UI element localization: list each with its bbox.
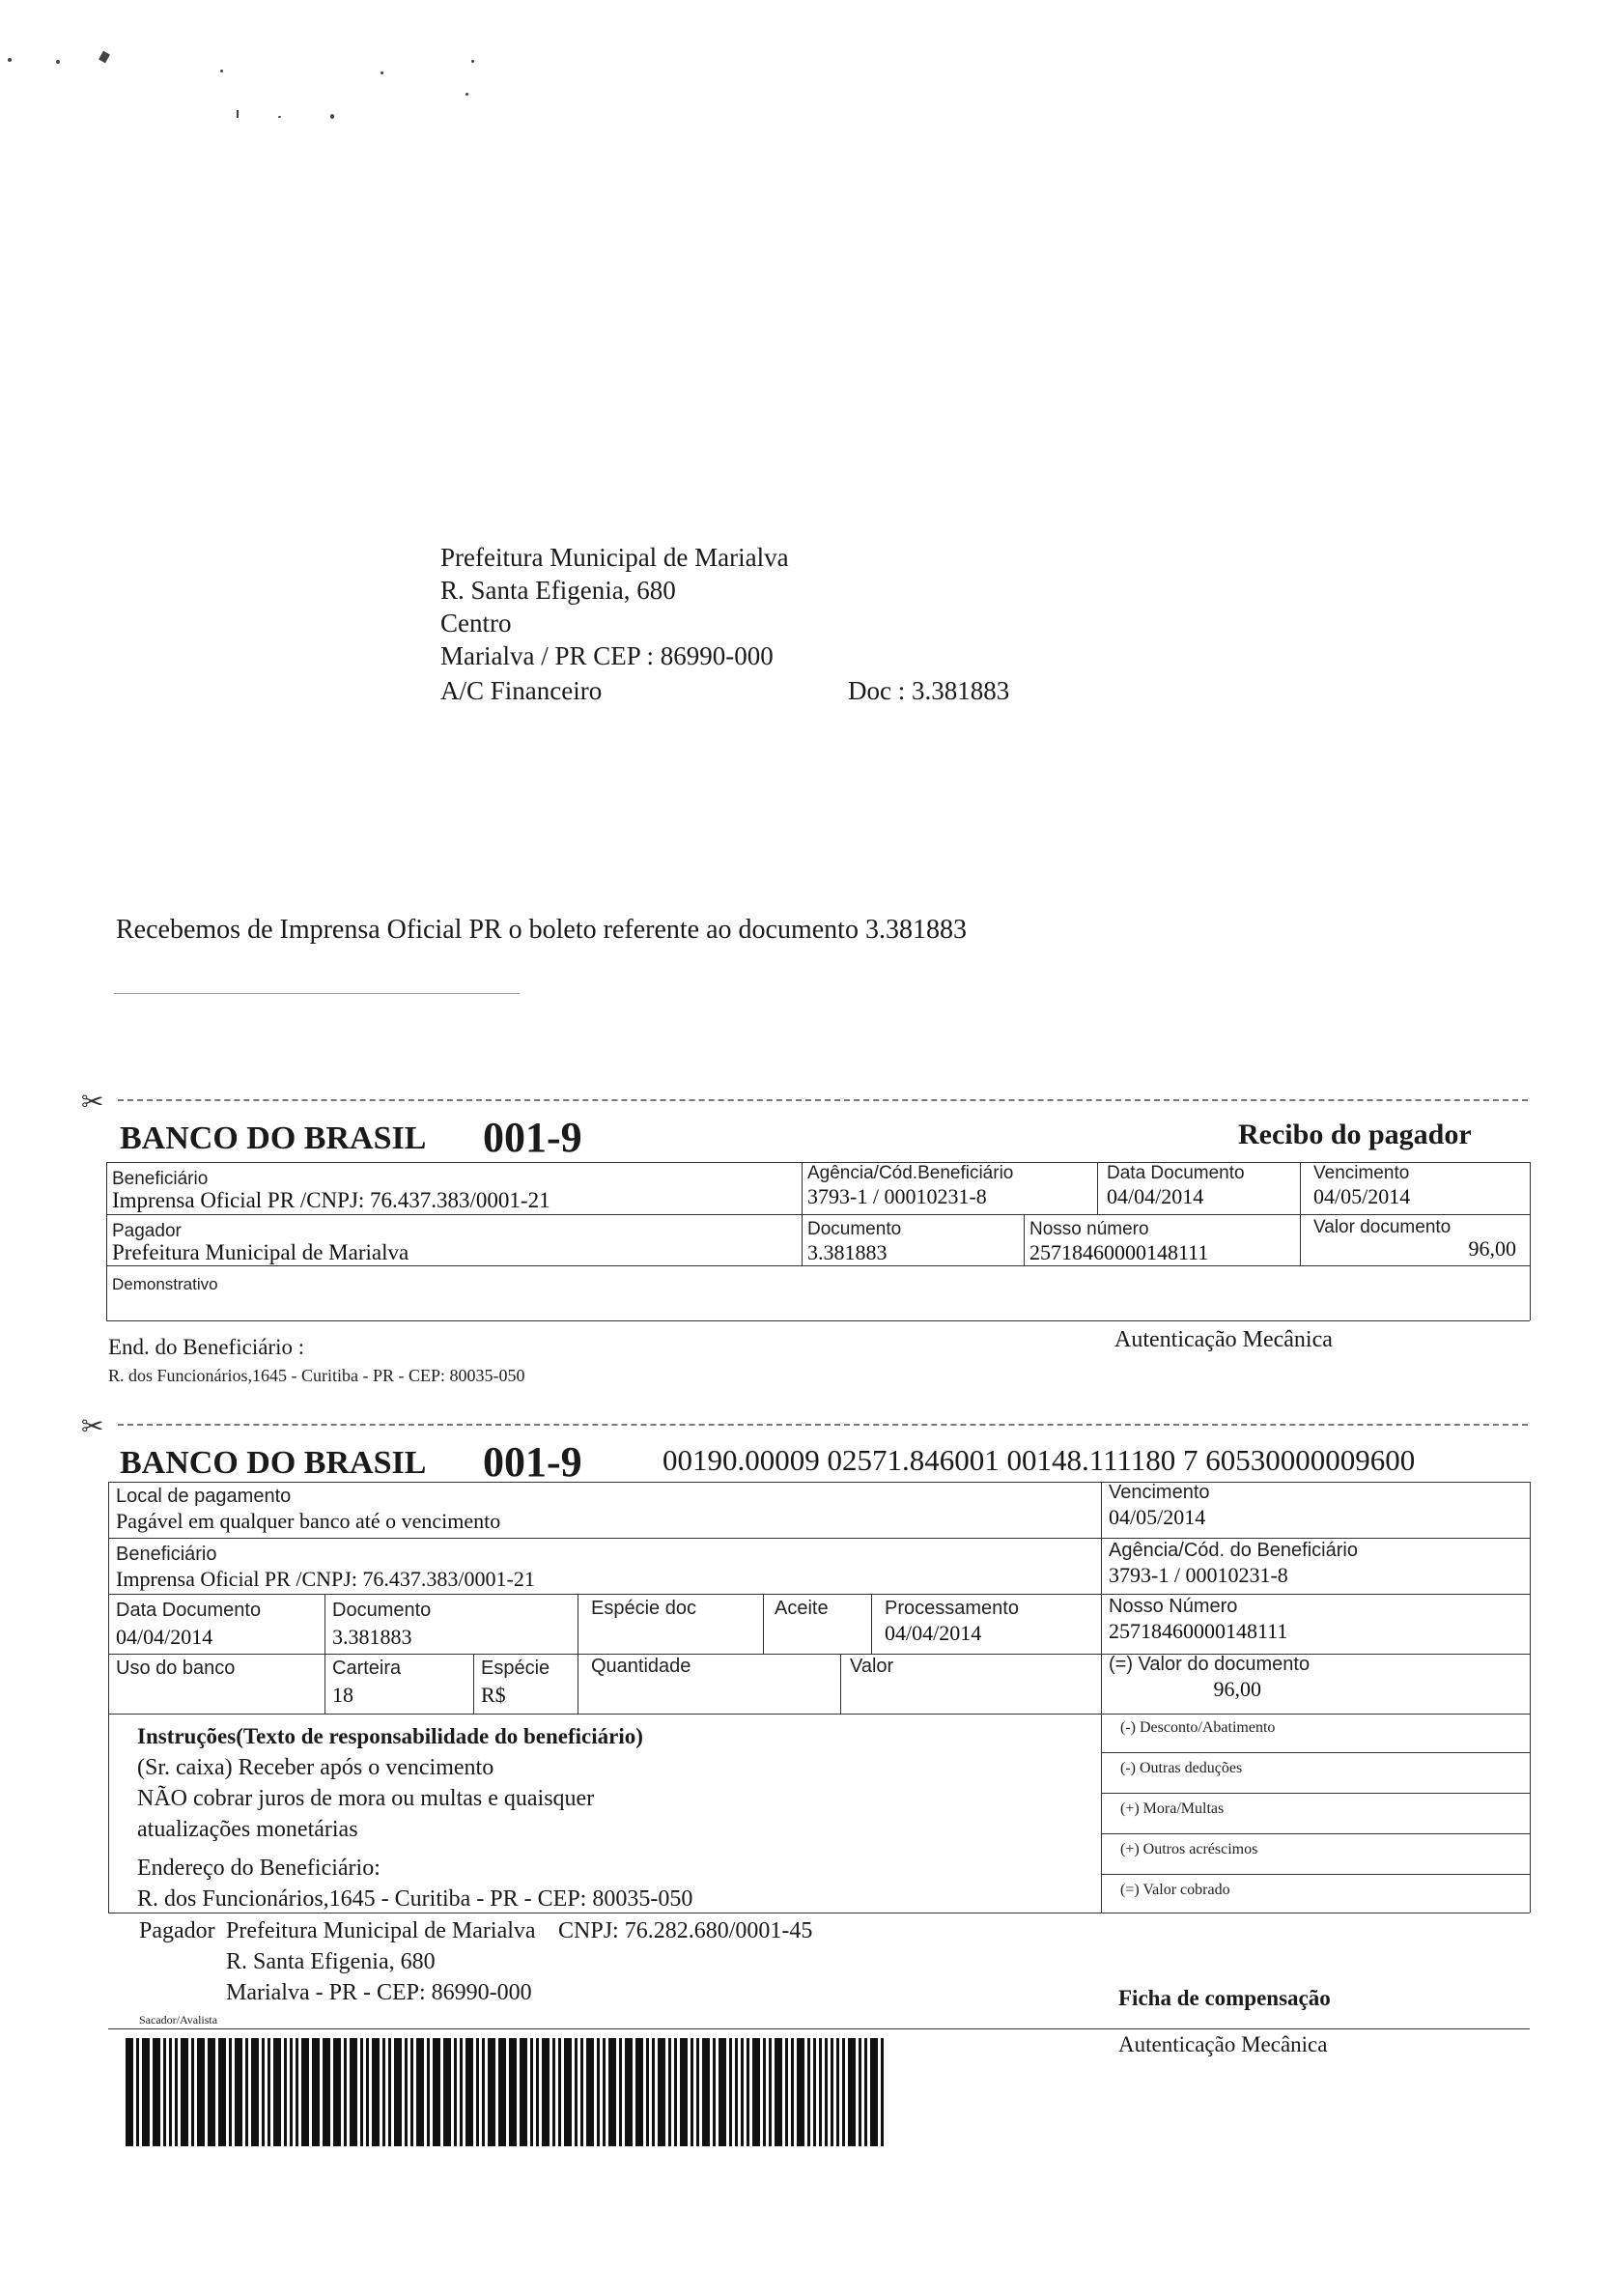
barcode-bar xyxy=(382,2038,385,2146)
barcode-bar xyxy=(813,2038,816,2146)
barcode-bar xyxy=(719,2038,726,2146)
addressee-name: Prefeitura Municipal de Marialva xyxy=(440,543,789,572)
recibo-divider-venc xyxy=(1300,1162,1301,1265)
barcode-bar xyxy=(366,2038,369,2146)
ficha-row4-border xyxy=(108,1714,1530,1715)
recibo-end-beneficiario-label: End. do Beneficiário : xyxy=(108,1335,305,1359)
barcode-bar xyxy=(488,2038,495,2146)
instrucoes-line-3: atualizações monetárias xyxy=(137,1817,358,1842)
barcode-bar xyxy=(791,2038,794,2146)
barcode-bar xyxy=(735,2038,738,2146)
barcode-bar xyxy=(680,2038,688,2146)
ficha-bank-name: BANCO DO BRASIL xyxy=(120,1445,427,1481)
barcode-bar xyxy=(350,2038,357,2146)
barcode-bar xyxy=(831,2038,833,2146)
ficha-beneficiario-value: Imprensa Oficial PR /CNPJ: 76.437.383/0001-21 xyxy=(116,1567,535,1591)
recibo-vencimento-value: 04/05/2014 xyxy=(1313,1184,1411,1208)
instrucoes-block xyxy=(137,1721,692,1914)
barcode-bar xyxy=(482,2038,485,2146)
ficha-vencimento-label: Vencimento xyxy=(1109,1482,1210,1503)
barcode-bar xyxy=(825,2038,828,2146)
barcode-bar xyxy=(530,2038,533,2146)
ficha-especie-value: R$ xyxy=(481,1683,506,1707)
barcode-bar xyxy=(785,2038,788,2146)
barcode-bar xyxy=(713,2038,716,2146)
barcode-bar xyxy=(836,2038,839,2146)
ficha-deducoes-border xyxy=(1101,1793,1530,1794)
ficha-agencia-value: 3793-1 / 00010231-8 xyxy=(1109,1563,1288,1587)
ficha-acrescimos-border xyxy=(1101,1874,1530,1875)
addressee-district: Centro xyxy=(440,609,512,638)
ficha-quantidade-label: Quantidade xyxy=(591,1656,691,1677)
recibo-valor-doc-label: Valor documento xyxy=(1313,1217,1452,1237)
barcode-bar xyxy=(696,2038,699,2146)
recibo-bank-name: BANCO DO BRASIL xyxy=(120,1120,427,1156)
barcode-bar xyxy=(819,2038,822,2146)
recibo-pagador-value: Prefeitura Municipal de Marialva xyxy=(112,1240,409,1264)
barcode-bar xyxy=(454,2038,457,2146)
ficha-documento-value: 3.381883 xyxy=(332,1625,412,1649)
address-block xyxy=(440,541,789,707)
ficha-data-doc-value: 04/04/2014 xyxy=(116,1625,213,1649)
ficha-nosso-numero-label: Nosso Número xyxy=(1109,1596,1238,1617)
barcode-bar xyxy=(229,2038,232,2146)
barcode-bar xyxy=(608,2038,616,2146)
barcode-bar xyxy=(136,2038,139,2146)
barcode-bar xyxy=(153,2038,160,2146)
ficha-mora-label: (+) Mora/Multas xyxy=(1120,1800,1225,1817)
barcode-bar xyxy=(691,2038,693,2146)
ficha-row3-border xyxy=(108,1654,1530,1655)
barcode-bar xyxy=(881,2038,884,2146)
recibo-right-border xyxy=(1530,1162,1531,1320)
recibo-agencia-label: Agência/Cód.Beneficiário xyxy=(807,1163,1014,1183)
barcode-bar xyxy=(741,2038,744,2146)
barcode-bar xyxy=(769,2038,772,2146)
ficha-divider-processamento xyxy=(871,1594,872,1654)
recibo-divider-data xyxy=(1097,1162,1098,1214)
barcode-bar xyxy=(476,2038,479,2146)
barcode-bar xyxy=(460,2038,463,2146)
instrucoes-line-5: R. dos Funcionários,1645 - Curitiba - PR - CEP: 80035-050 xyxy=(137,1886,693,1912)
barcode-bar xyxy=(268,2038,270,2146)
scissors-icon: ✂ xyxy=(81,1086,104,1118)
barcode-bar xyxy=(372,2038,380,2146)
barcode-bar xyxy=(564,2038,572,2146)
ficha-aceite-label: Aceite xyxy=(775,1598,829,1619)
barcode-bar xyxy=(208,2038,215,2146)
barcode-bar xyxy=(245,2038,248,2146)
cut-line xyxy=(118,1099,1528,1101)
barcode-bar xyxy=(427,2038,430,2146)
recibo-title: Recibo do pagador xyxy=(1238,1119,1472,1150)
ficha-local-pagamento-value: Pagável em qualquer banco até o vencimento xyxy=(116,1509,501,1533)
barcode-bar xyxy=(729,2038,732,2146)
ficha-left-border xyxy=(108,1482,109,1913)
ficha-valor-cobrado-label: (=) Valor cobrado xyxy=(1120,1882,1230,1898)
ficha-processamento-value: 04/04/2014 xyxy=(885,1621,982,1645)
barcode-bar xyxy=(859,2038,861,2146)
barcode-bar xyxy=(575,2038,578,2146)
barcode-bar xyxy=(433,2038,440,2146)
barcode-bar xyxy=(635,2038,643,2146)
barcode-bar xyxy=(465,2038,473,2146)
scissors-icon-2: ✂ xyxy=(81,1410,104,1442)
barcode-bar xyxy=(344,2038,347,2146)
instrucoes-line-1: (Sr. caixa) Receber após o vencimento xyxy=(137,1755,494,1780)
ficha-row2-border xyxy=(108,1594,1530,1595)
ficha-divider-aceite xyxy=(763,1594,764,1654)
ficha-data-doc-label: Data Documento xyxy=(116,1600,262,1621)
barcode-bar xyxy=(296,2038,298,2146)
barcode-bar xyxy=(752,2038,760,2146)
recibo-left-border xyxy=(106,1162,107,1320)
barcode-bar xyxy=(498,2038,506,2146)
ficha-processamento-label: Processamento xyxy=(885,1598,1019,1619)
barcode-bar xyxy=(405,2038,408,2146)
ficha-outros-acrescimos-label: (+) Outros acréscimos xyxy=(1120,1841,1258,1857)
recibo-autenticacao: Autenticação Mecânica xyxy=(1114,1327,1333,1352)
barcode-bar xyxy=(284,2038,287,2146)
barcode-bar xyxy=(668,2038,671,2146)
barcode-bar xyxy=(797,2038,804,2146)
recibo-agencia-value: 3793-1 / 00010231-8 xyxy=(807,1184,987,1208)
recibo-row2-border xyxy=(106,1265,1530,1266)
recibo-documento-label: Documento xyxy=(807,1219,902,1239)
recibo-end-beneficiario-value: R. dos Funcionários,1645 - Curitiba - PR - CEP: 80035-050 xyxy=(108,1366,525,1385)
barcode-bar xyxy=(674,2038,677,2146)
linha-digitavel: 00190.00009 02571.846001 00148.111180 7 60530000009600 xyxy=(663,1443,1416,1477)
ficha-especie-doc-label: Espécie doc xyxy=(591,1598,696,1619)
recibo-beneficiario-value: Imprensa Oficial PR /CNPJ: 76.437.383/0001-21 xyxy=(112,1188,550,1212)
sacador-avalista-label: Sacador/Avalista xyxy=(139,2013,218,2027)
barcode-bar xyxy=(394,2038,402,2146)
ficha-top-border xyxy=(108,1482,1530,1483)
barcode-bar xyxy=(509,2038,517,2146)
barcode-bar xyxy=(142,2038,150,2146)
ficha-local-pagamento-label: Local de pagamento xyxy=(116,1486,292,1507)
ficha-pagador-cnpj: CNPJ: 76.282.680/0001-45 xyxy=(558,1918,813,1943)
ficha-right-column-divider xyxy=(1101,1482,1102,1913)
barcode-bar xyxy=(842,2038,845,2146)
ficha-outras-deducoes-label: (-) Outras deduções xyxy=(1120,1760,1243,1776)
barcode-bar xyxy=(333,2038,341,2146)
barcode-bar xyxy=(235,2038,242,2146)
recibo-demonstrativo-label: Demonstrativo xyxy=(112,1275,218,1293)
ficha-pagador-name: Prefeitura Municipal de Marialva xyxy=(226,1918,536,1943)
ficha-compensacao-title: Ficha de compensação xyxy=(1118,1986,1331,2010)
barcode-bar xyxy=(597,2038,600,2146)
ficha-valor-doc-label: (=) Valor do documento xyxy=(1109,1654,1311,1675)
instrucoes-title: Instruções(Texto de responsabilidade do beneficiário) xyxy=(137,1724,643,1748)
barcode-bar xyxy=(416,2038,424,2146)
barcode-bar xyxy=(443,2038,451,2146)
ficha-carteira-value: 18 xyxy=(332,1683,353,1707)
barcode-bar xyxy=(218,2038,226,2146)
instrucoes-line-2: NÃO cobrar juros de mora ou multas e quaisquer xyxy=(137,1786,595,1811)
barcode-bar xyxy=(410,2038,413,2146)
barcode-bar xyxy=(181,2038,188,2146)
ficha-especie-label: Espécie xyxy=(481,1658,550,1679)
recibo-pagador-label: Pagador xyxy=(112,1221,182,1241)
barcode-bar xyxy=(273,2038,281,2146)
barcode-bar xyxy=(126,2038,133,2146)
addressee-street: R. Santa Efigenia, 680 xyxy=(440,576,676,605)
barcode-bar xyxy=(191,2038,194,2146)
ficha-divider-documento xyxy=(324,1594,325,1714)
barcode-bar xyxy=(658,2038,665,2146)
recibo-data-doc-label: Data Documento xyxy=(1107,1163,1245,1183)
ficha-pagador-city: Marialva - PR - CEP: 86990-000 xyxy=(226,1980,532,2005)
ficha-carteira-label: Carteira xyxy=(332,1658,402,1679)
recibo-row1-border xyxy=(106,1214,1530,1215)
ficha-agencia-label: Agência/Cód. do Beneficiário xyxy=(1109,1540,1358,1561)
barcode-bar xyxy=(552,2038,555,2146)
barcode-bar xyxy=(290,2038,293,2146)
ficha-desconto-label: (-) Desconto/Abatimento xyxy=(1120,1719,1276,1736)
barcode-bar xyxy=(619,2038,622,2146)
recibo-divider-nosso xyxy=(1024,1214,1025,1265)
ficha-uso-banco-label: Uso do banco xyxy=(116,1658,236,1679)
barcode-image xyxy=(126,2038,888,2146)
recibo-vencimento-label: Vencimento xyxy=(1313,1163,1410,1183)
barcode-bar xyxy=(652,2038,655,2146)
doc-number: Doc : 3.381883 xyxy=(848,676,1010,705)
recibo-data-doc-value: 04/04/2014 xyxy=(1107,1184,1204,1208)
barcode-bar xyxy=(163,2038,166,2146)
recibo-nosso-numero-value: 25718460000148111 xyxy=(1029,1240,1209,1264)
instrucoes-line-4: Endereço do Beneficiário: xyxy=(137,1856,381,1881)
recibo-bank-code: 001-9 xyxy=(483,1114,582,1161)
barcode-bar xyxy=(251,2038,259,2146)
ficha-valor-doc-value: 96,00 xyxy=(1213,1677,1261,1701)
addressee-attention: A/C Financeiro xyxy=(440,676,603,705)
barcode-bar xyxy=(775,2038,782,2146)
barcode-bar xyxy=(625,2038,633,2146)
signature-line xyxy=(114,993,520,994)
barcode-bar xyxy=(763,2038,766,2146)
barcode-bar xyxy=(848,2038,856,2146)
barcode-bar xyxy=(747,2038,749,2146)
barcode-bar xyxy=(175,2038,178,2146)
ficha-vencimento-value: 04/05/2014 xyxy=(1109,1505,1206,1529)
cut-line-2 xyxy=(118,1424,1528,1426)
ficha-mora-border xyxy=(1101,1833,1530,1834)
barcode-bar xyxy=(586,2038,594,2146)
ficha-footer-line xyxy=(108,2028,1530,2029)
ficha-divider-valor xyxy=(840,1654,841,1714)
barcode-bar xyxy=(301,2038,309,2146)
barcode-bar xyxy=(360,2038,363,2146)
receipt-note: Recebemos de Imprensa Oficial PR o boleto referente ao documento 3.381883 xyxy=(116,915,967,945)
addressee-city: Marialva / PR CEP : 86990-000 xyxy=(440,641,774,670)
barcode-bar xyxy=(603,2038,606,2146)
recibo-bottom-border xyxy=(106,1320,1530,1321)
barcode-bar xyxy=(870,2038,878,2146)
barcode-bar xyxy=(536,2038,539,2146)
barcode-bar xyxy=(323,2038,330,2146)
barcode-bar xyxy=(262,2038,265,2146)
barcode-bar xyxy=(864,2038,867,2146)
recibo-nosso-numero-label: Nosso número xyxy=(1029,1219,1149,1239)
barcode-bar xyxy=(580,2038,583,2146)
ficha-row1-border xyxy=(108,1538,1530,1539)
ficha-pagador-label: Pagador xyxy=(139,1918,215,1943)
ficha-nosso-numero-value: 25718460000148111 xyxy=(1109,1619,1288,1643)
ficha-right-border xyxy=(1530,1482,1531,1913)
barcode-bar xyxy=(542,2038,550,2146)
barcode-bar xyxy=(807,2038,810,2146)
ficha-pagador-street: R. Santa Efigenia, 680 xyxy=(226,1949,436,1974)
ficha-beneficiario-label: Beneficiário xyxy=(116,1544,217,1565)
ficha-valor-label: Valor xyxy=(850,1656,894,1677)
ficha-documento-label: Documento xyxy=(332,1600,432,1621)
barcode-bar xyxy=(702,2038,710,2146)
ficha-bank-code: 001-9 xyxy=(483,1438,582,1486)
barcode-bar xyxy=(646,2038,649,2146)
recibo-beneficiario-label: Beneficiário xyxy=(112,1169,209,1189)
ficha-desconto-border xyxy=(1101,1752,1530,1753)
barcode-bar xyxy=(520,2038,527,2146)
barcode-bar xyxy=(558,2038,561,2146)
barcode-bar xyxy=(388,2038,391,2146)
barcode-bar xyxy=(312,2038,320,2146)
barcode-bar xyxy=(197,2038,205,2146)
recibo-divider-agencia xyxy=(802,1162,803,1265)
ficha-divider-especie xyxy=(473,1654,474,1714)
barcode-bar xyxy=(169,2038,172,2146)
recibo-valor-doc-value: 96,00 xyxy=(1468,1236,1516,1261)
ficha-autenticacao: Autenticação Mecânica xyxy=(1118,2032,1328,2056)
recibo-documento-value: 3.381883 xyxy=(807,1240,888,1264)
